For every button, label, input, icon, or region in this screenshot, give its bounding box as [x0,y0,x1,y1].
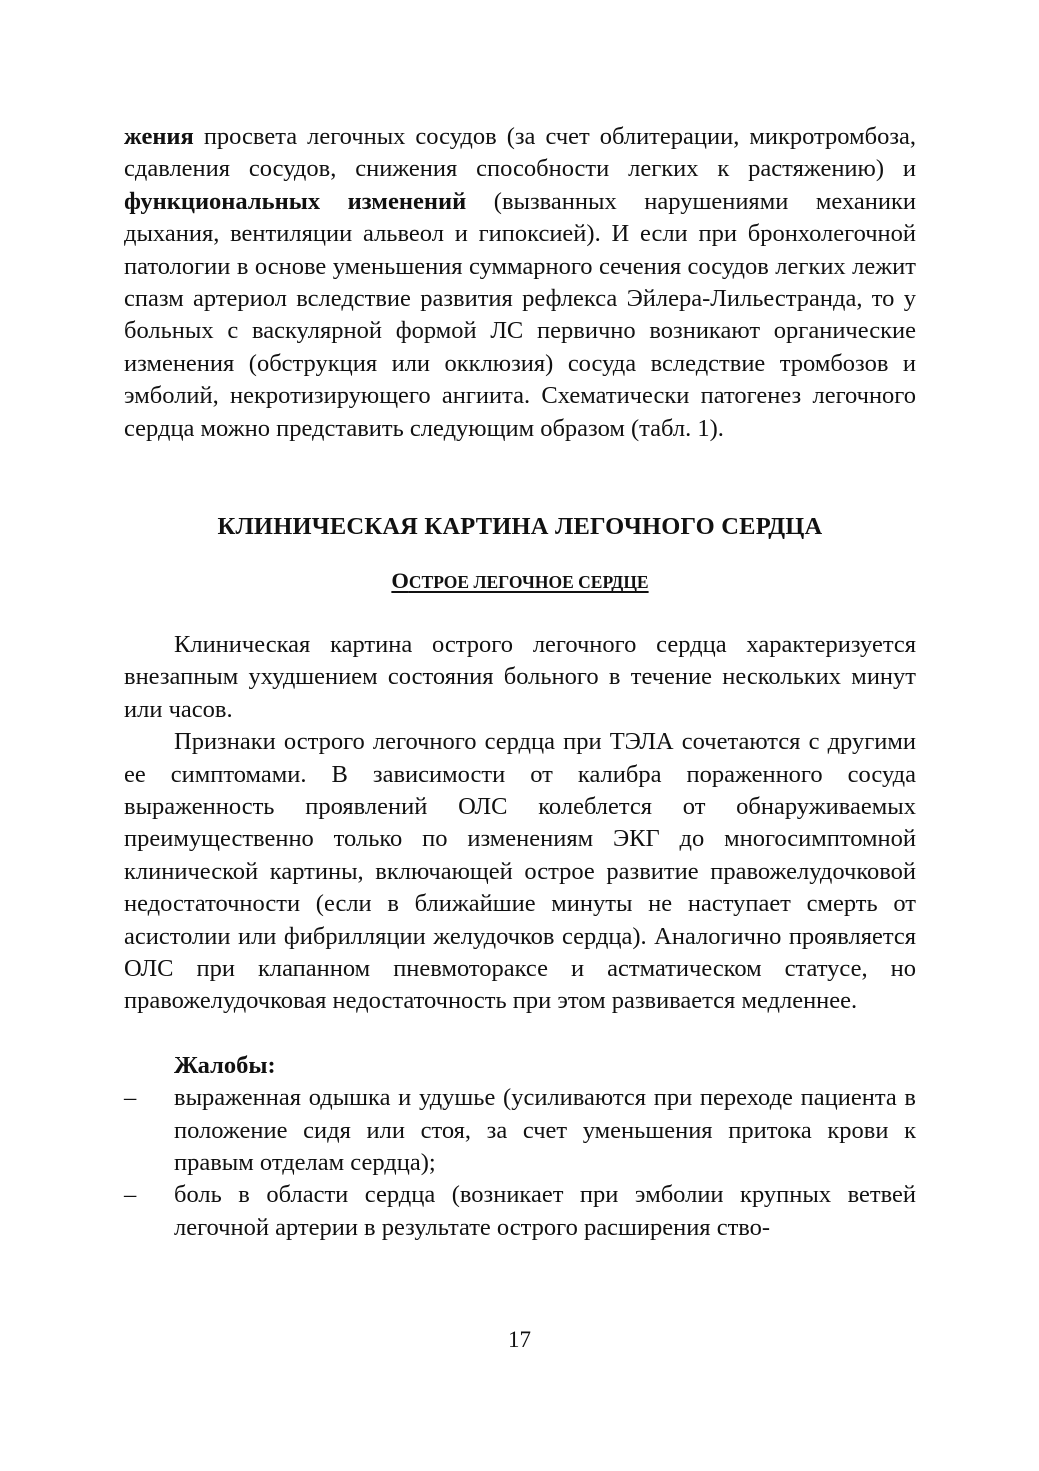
chapter-title: КЛИНИЧЕСКАЯ КАРТИНА ЛЕГОЧНОГО СЕРДЦА [217,513,823,541]
list-item [124,1082,916,1179]
dash-bullet: – [124,1084,137,1112]
list-item [124,1179,916,1244]
list-item-text: боль в области сердца (возникает при эмболии крупных ветвей легочной артерии в результате острого расширения ство- [174,1181,916,1241]
complaints-list [124,1082,916,1244]
list-item-text: выраженная одышка и удушье (усиливаются при переходе пациента в положение сидя или стоя, за счет уменьшения притока крови к правым отделам сердца); [174,1084,916,1176]
bold-term-structural: жения [124,123,194,150]
paragraph-clinical-picture: Клиническая картина острого легочного сердца характеризуется внезапным ухудшением состояния больного в течение нескольких минут или часов. [124,630,916,723]
paragraph-tela-signs: Признаки острого легочного сердца при ТЭЛА сочетаются с другими ее симптомами. В зависимости от калибра пораженного сосуда выраженность проявлений ОЛС колеблется от обнаруживаемых преимущественно только по изменениям ЭКГ до многосимптомной клинической картины, включающей острое развитие правожелудочковой недостаточности (если в ближайшие минуты не наступает смерть от асистолии или фибрилляции желудочков сердца). Аналогично проявляется ОЛС при клапанном пневмотораксе и астматическом статусе, но правожелудочковая недостаточность при этом развивается медленнее. [124,728,916,1015]
page-body [124,121,916,1244]
section-title-rest: СТРОЕ ЛЕГОЧНОЕ СЕРДЦЕ [408,572,649,593]
section-title [124,565,916,598]
paragraph-text-part-2: (вызванных нарушениями механики дыхания, вентиляции альвеол и гипоксией). И если при бронхолегочной патологии в основе уменьшения суммарного сечения сосудов легких лежит спазм артериол вследствие развития рефлекса Эйлера-Лильестранда, то у больных с васкулярной формой ЛС первично возникают органические изменения (обструкция или окклюзия) сосуда вследствие тромбозов и эмболий, некротизирующего ангиита. Схематически патогенез легочного сердца можно представить следующим образом (табл. 1). [124,187,916,442]
bold-term-functional: функциональных изменений [124,187,467,215]
paragraph-pathogenesis [124,121,916,445]
page-number: 17 [508,1327,531,1352]
paragraph-text-part-1: просвета легочных сосудов (за счет облитерации, микротромбоза, сдавления сосудов, снижения способности легких к растяжению) и [124,123,916,183]
section-title-first-letter: О [391,568,409,594]
complaints-heading: Жалобы: [174,1051,276,1079]
dash-bullet: – [124,1181,137,1209]
